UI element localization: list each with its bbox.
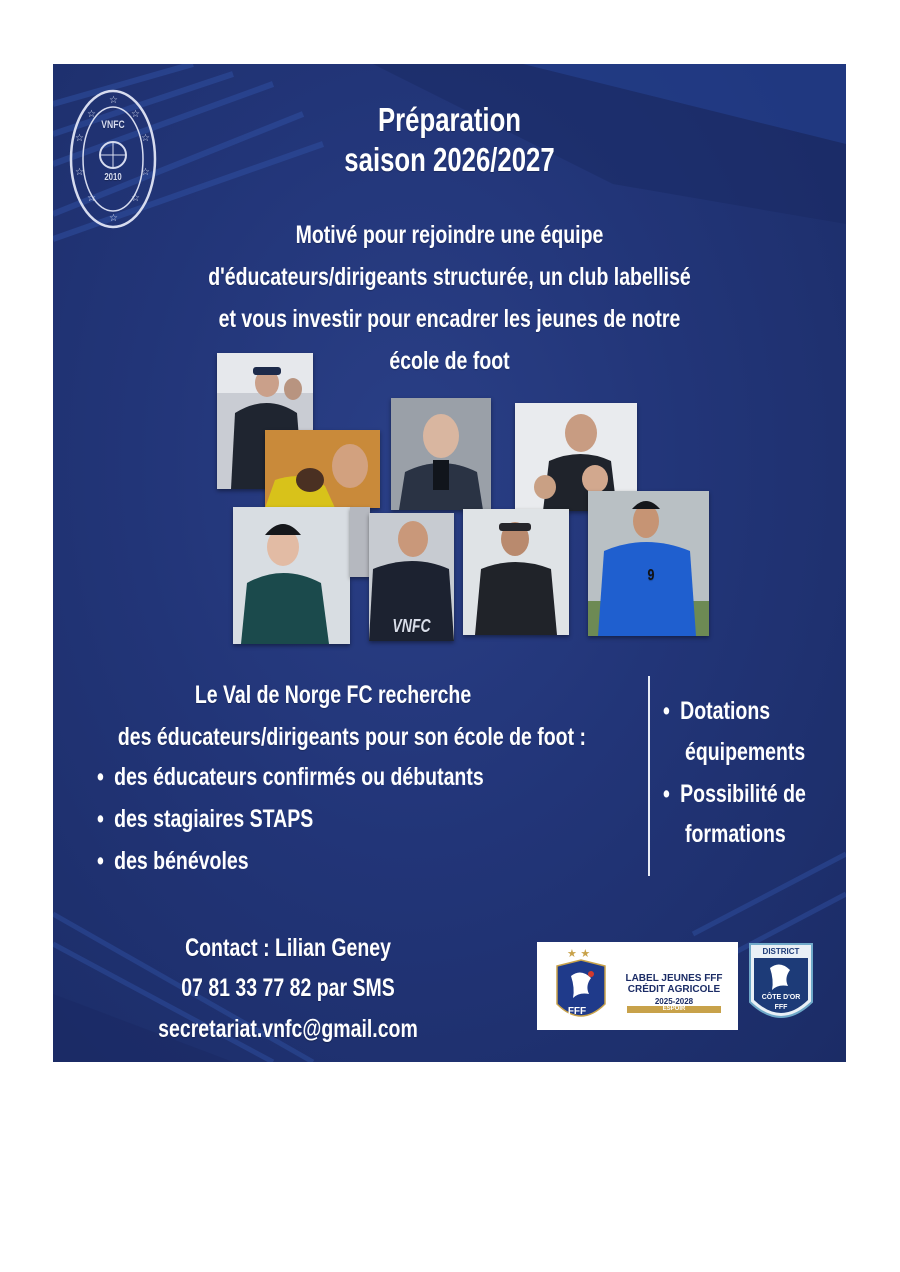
jersey-text: VNFC: [392, 616, 431, 636]
photo-hug: [265, 430, 380, 508]
recruit-line-1: Le Val de Norge FC recherche: [194, 681, 472, 709]
column-divider: [648, 676, 650, 876]
recruitment-poster: [53, 64, 846, 1062]
title-line-2: saison 2026/2027: [344, 141, 555, 178]
svg-text:☆: ☆: [87, 193, 96, 204]
label-jeunes-badge: [537, 942, 738, 1030]
svg-text:☆: ☆: [131, 193, 140, 204]
svg-text:☆: ☆: [75, 133, 84, 144]
district-middle: CÔTE D'OR: [761, 994, 801, 1001]
svg-text:☆: ☆: [75, 167, 84, 178]
fff-logo-text: FFF: [567, 1006, 587, 1017]
recruit-bullet-2: • des stagiaires STAPS: [97, 798, 313, 840]
svg-text:☆: ☆: [141, 167, 150, 178]
photo-coach-hat: [463, 509, 569, 635]
benefit-1-line-2: équipements: [685, 738, 806, 766]
recruit-bullet-3: • des bénévoles: [97, 840, 249, 882]
label-line-4: ESPOIR: [627, 1006, 721, 1013]
svg-text:☆: ☆: [87, 109, 96, 120]
shirt-number: 9: [647, 567, 655, 584]
recruit-line-2: des éducateurs/dirigeants pour son école de foot :: [117, 723, 586, 751]
contact-email[interactable]: secretariat.vnfc@gmail.com: [158, 1015, 418, 1043]
photo-coach-scarf: [391, 398, 491, 510]
contact-phone: 07 81 33 77 82 par SMS: [181, 974, 395, 1002]
svg-text:☆: ☆: [109, 95, 118, 106]
photo-strip: [350, 507, 370, 577]
label-line-3: 2025-2028: [654, 997, 694, 1006]
title-line-1: Préparation: [377, 101, 522, 138]
district-top: DISTRICT: [762, 947, 800, 956]
svg-text:☆: ☆: [131, 109, 140, 120]
intro-line-3: et vous investir pour encadrer les jeunes de notre: [218, 305, 681, 333]
intro-line-1: Motivé pour rejoindre une équipe: [295, 221, 604, 249]
svg-text:★ ★: ★ ★: [567, 947, 591, 960]
label-line-2: CRÉDIT AGRICOLE: [627, 984, 721, 995]
photo-young-coach: [233, 507, 350, 644]
intro-line-2: d'éducateurs/dirigeants structurée, un club labellisé: [208, 263, 691, 291]
contact-name: Contact : Lilian Geney: [185, 934, 391, 962]
svg-text:☆: ☆: [141, 133, 150, 144]
recruit-bullet-1: • des éducateurs confirmés ou débutants: [97, 756, 484, 798]
benefit-2-line-2: formations: [685, 820, 786, 848]
club-logo-year: 2010: [104, 172, 122, 183]
benefit-2-line-1: • Possibilité de: [663, 773, 806, 815]
club-logo-text: VNFC: [101, 119, 125, 131]
district-badge: [746, 940, 816, 1030]
district-bottom: FFF: [774, 1004, 788, 1011]
intro-line-4: école de foot: [389, 347, 510, 375]
svg-text:☆: ☆: [109, 213, 118, 224]
photo-player-9: [588, 491, 709, 636]
label-line-1: LABEL JEUNES FFF: [625, 973, 723, 984]
benefit-1-line-1: • Dotations: [663, 690, 770, 732]
